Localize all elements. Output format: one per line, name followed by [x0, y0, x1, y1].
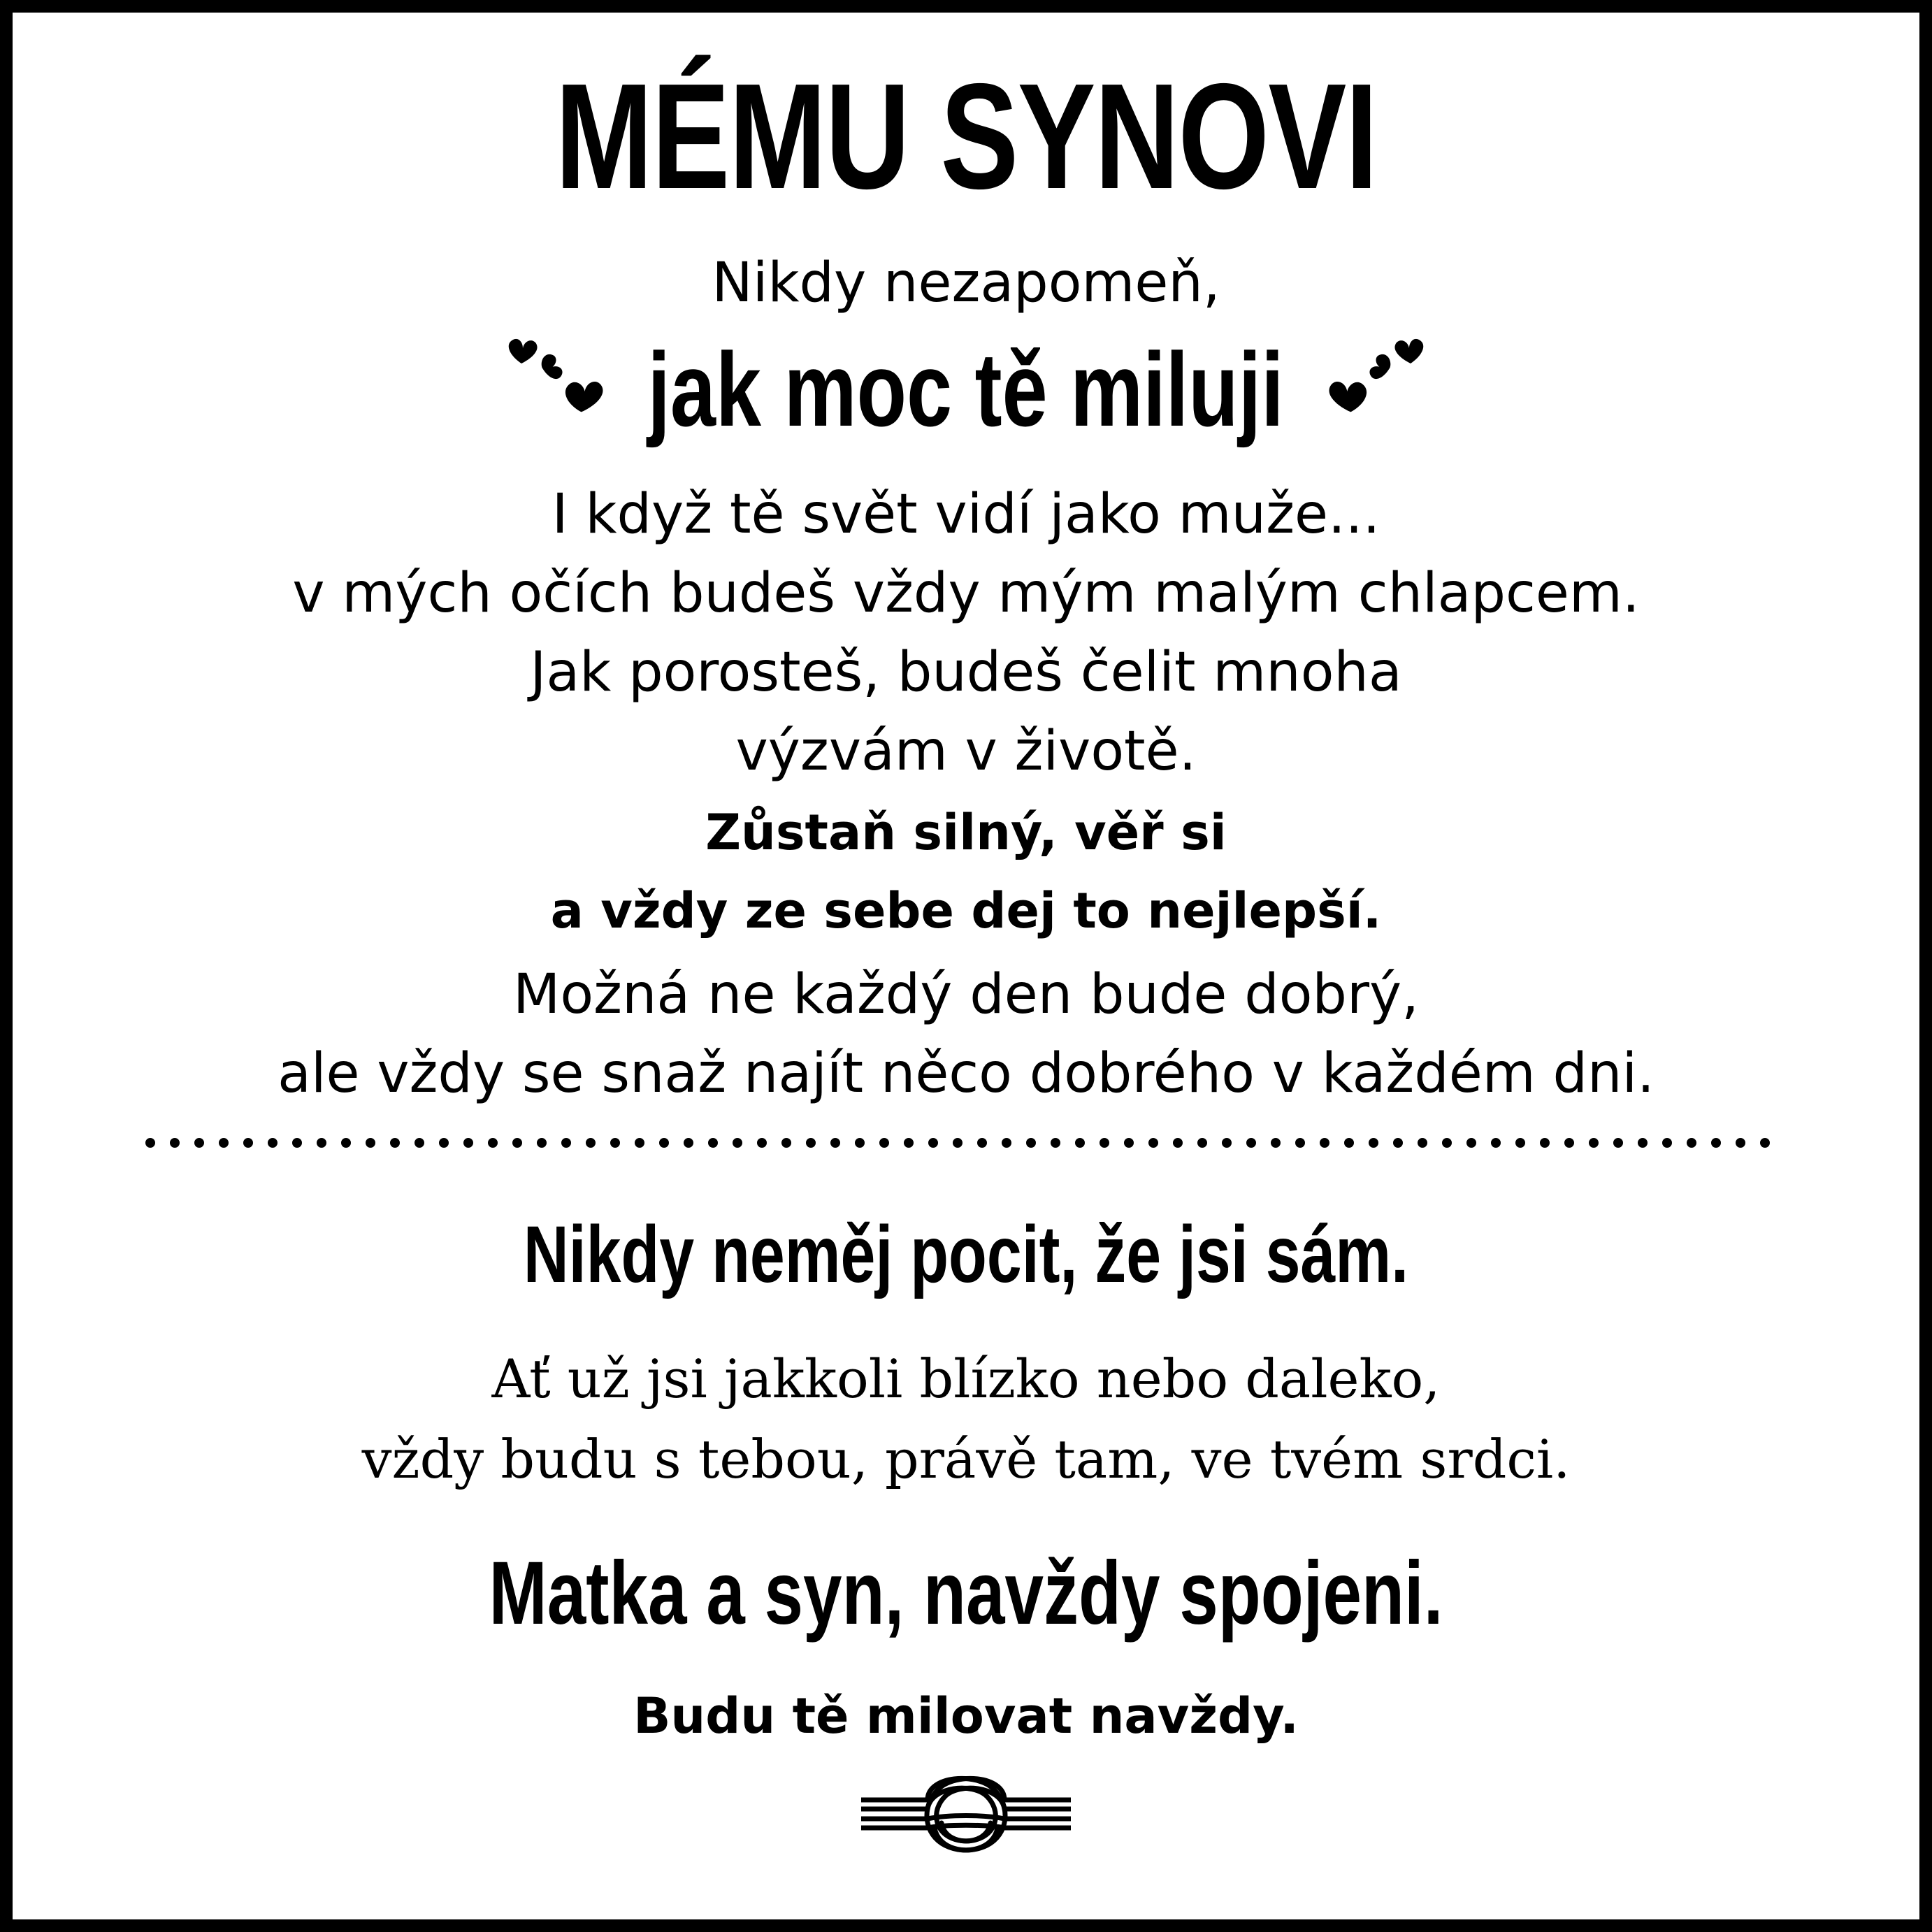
- hearts-icon: [502, 334, 607, 446]
- dotted-divider: [143, 1132, 1786, 1153]
- heading-mother-son: Matka a syn, navždy spojeni.: [489, 1543, 1443, 1643]
- serif-paragraph: [0, 1339, 1932, 1499]
- paragraph-2-line: Možná ne každý den bude dobrý,: [513, 963, 1419, 1026]
- paragraph-1-line: výzvám v životě.: [735, 720, 1197, 783]
- bold-paragraph-line: a vždy ze sebe dej to nejlepší.: [550, 882, 1382, 939]
- heading-not-alone: Nikdy neměj pocit, že jsi sám.: [523, 1210, 1409, 1299]
- love-text: jak moc tě miluji: [647, 331, 1285, 448]
- paragraph-2: [0, 956, 1932, 1113]
- love-line: [0, 329, 1932, 451]
- paragraph-1: [0, 475, 1932, 791]
- knot-icon: [861, 1768, 1071, 1859]
- subtitle: Nikdy nezapomeň,: [712, 252, 1220, 315]
- poster-title: MÉMU SYNOVI: [555, 52, 1377, 220]
- serif-paragraph-line: vždy budu s tebou, právě tam, ve tvém srdci.: [361, 1428, 1571, 1490]
- paragraph-1-line: v mých očích budeš vždy mým malým chlapcem.: [292, 562, 1640, 625]
- serif-paragraph-line: Ať už jsi jakkoli blízko nebo daleko,: [491, 1348, 1441, 1410]
- hearts-icon: [1325, 334, 1430, 446]
- bold-paragraph-line: Zůstaň silný, věř si: [705, 804, 1227, 861]
- paragraph-1-line: Jak porosteš, budeš čelit mnoha: [530, 641, 1402, 704]
- closing-line: Budu tě milovat navždy.: [633, 1687, 1299, 1745]
- paragraph-1-line: I když tě svět vidí jako muže...: [552, 483, 1380, 546]
- bold-paragraph: [0, 793, 1932, 950]
- paragraph-2-line: ale vždy se snaž najít něco dobrého v každém dni.: [277, 1042, 1655, 1105]
